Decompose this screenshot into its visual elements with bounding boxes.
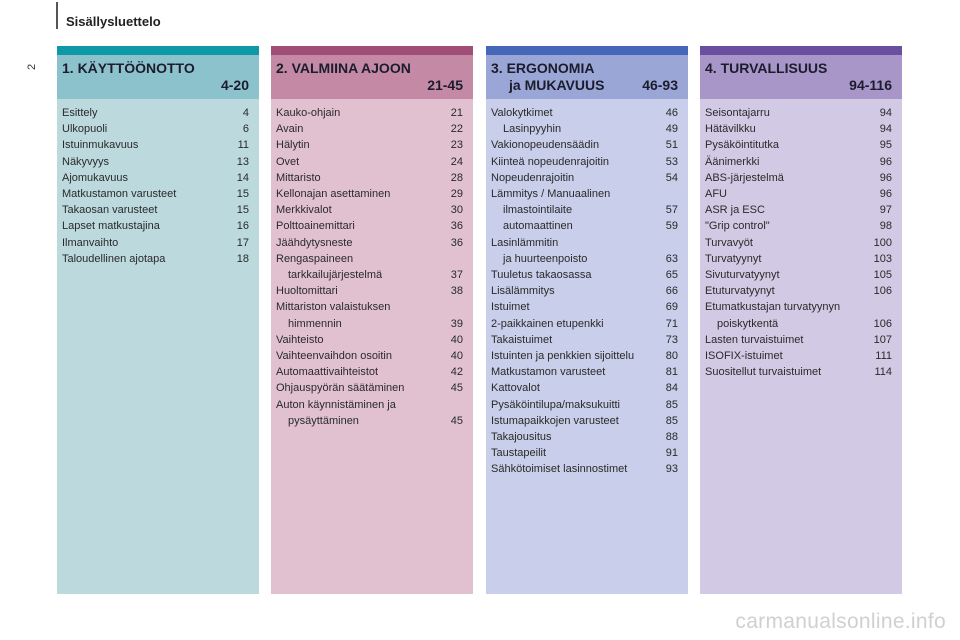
toc-entry-page: 15: [236, 204, 249, 217]
toc-entry[interactable]: [276, 186, 463, 202]
section-title-line2: ja MUKAVUUS: [509, 77, 605, 93]
toc-entry-page: 36: [450, 236, 463, 249]
toc-entry-title: Takajousitus: [491, 431, 552, 444]
toc-entry-page: 16: [236, 220, 249, 233]
toc-entry[interactable]: [276, 316, 463, 332]
toc-entry[interactable]: [62, 251, 249, 267]
toc-entry[interactable]: [276, 299, 463, 315]
toc-entry-title: Lämmitys / Manuaalinen: [491, 188, 611, 201]
toc-entry[interactable]: [62, 121, 249, 137]
toc-entry[interactable]: [705, 137, 892, 153]
toc-entry[interactable]: [491, 299, 678, 315]
toc-entry-page: 81: [665, 366, 678, 379]
toc-entry-title: pysäyttäminen: [288, 414, 359, 427]
toc-entry-title: Taloudellinen ajotapa: [62, 252, 166, 265]
toc-entry-page: 94: [879, 107, 892, 119]
toc-entry[interactable]: [276, 332, 463, 348]
toc-entry-page: 46: [665, 107, 678, 119]
toc-entry-title: Nopeudenrajoitin: [491, 171, 575, 184]
toc-entry[interactable]: [276, 170, 463, 186]
toc-entry-title: Lasinpyyhin: [503, 123, 562, 136]
toc-entry-title: Kauko-ohjain: [276, 107, 341, 119]
toc-entry-page: 85: [665, 398, 678, 411]
section-stripe: [486, 46, 688, 55]
toc-entry-title: Ovet: [276, 155, 300, 168]
toc-entry[interactable]: [491, 202, 678, 218]
section-page-range: 21-45: [427, 77, 463, 93]
toc-entry[interactable]: [276, 267, 463, 283]
toc-entry-page: 57: [665, 204, 678, 217]
toc-entry-page: 6: [242, 123, 249, 136]
toc-entry-title: Vaihteisto: [276, 333, 324, 346]
toc-entry-title: Ulkopuoli: [62, 123, 108, 136]
toc-entry-page: 13: [236, 155, 249, 168]
toc-entry-title: Suositellut turvaistuimet: [705, 366, 822, 379]
toc-entry-page: 24: [450, 155, 463, 168]
toc-entry-page: 71: [665, 317, 678, 330]
toc-entry[interactable]: [62, 235, 249, 251]
toc-entry-title: Hätävilkku: [705, 123, 756, 136]
toc-entry-title: Auton käynnistäminen ja: [276, 398, 396, 411]
section-turvallisuus: [700, 46, 902, 594]
toc-entry[interactable]: [276, 397, 463, 413]
toc-entry-title: Näkyvyys: [62, 155, 110, 168]
section-title: 1. KÄYTTÖÖNOTTO: [62, 60, 195, 76]
toc-entry-page: 45: [450, 382, 463, 395]
toc-entry-page: 73: [665, 333, 678, 346]
toc-entry-title: Seisontajarru: [705, 107, 770, 119]
toc-entry[interactable]: [276, 251, 463, 267]
toc-entry-title: Sähkötoimiset lasinnostimet: [491, 463, 628, 476]
toc-entry[interactable]: [705, 186, 892, 202]
section-valmiina-ajoon: [271, 46, 473, 594]
toc-entry-page: 21: [450, 107, 463, 119]
watermark: carmanualsonline.info: [735, 610, 946, 633]
toc-entry-page: 22: [450, 123, 463, 136]
toc-entry[interactable]: [276, 283, 463, 299]
toc-entry-page: 69: [665, 301, 678, 314]
toc-entry[interactable]: [705, 283, 892, 299]
toc-entry[interactable]: [705, 316, 892, 332]
section-page-range: 46-93: [642, 77, 678, 93]
toc-list: [57, 99, 259, 267]
section-header: [700, 55, 902, 99]
toc-entry[interactable]: [62, 105, 249, 121]
toc-entry-title: Turvavyöt: [705, 236, 753, 249]
toc-entry-title: Automaattivaihteistot: [276, 366, 379, 379]
toc-entry-page: 66: [665, 285, 678, 298]
toc-entry-title: Esittely: [62, 107, 98, 119]
toc-entry[interactable]: [276, 380, 463, 396]
toc-entry-page: 18: [236, 252, 249, 265]
toc-entry-page: 59: [665, 220, 678, 233]
section-page-range: 4-20: [220, 77, 249, 93]
toc-entry-title: Matkustamon varusteet: [491, 366, 606, 379]
toc-entry-page: 53: [665, 155, 678, 168]
section-title: 3. ERGONOMIA: [491, 60, 595, 76]
toc-entry[interactable]: [276, 202, 463, 218]
toc-entry-page: 45: [450, 414, 463, 427]
toc-entry[interactable]: [276, 121, 463, 137]
toc-entry-title: Vaihteenvaihdon osoitin: [276, 350, 392, 363]
toc-entry-title: Äänimerkki: [705, 155, 760, 168]
toc-entry-page: 96: [879, 188, 892, 201]
toc-entry[interactable]: [276, 218, 463, 234]
page-title: Sisällysluettelo: [66, 14, 161, 29]
toc-entry-page: 97: [879, 204, 892, 217]
toc-entry[interactable]: [705, 332, 892, 348]
toc-entry-title: himmennin: [288, 317, 342, 330]
toc-entry-title: tarkkailujärjestelmä: [288, 269, 383, 282]
toc-entry-title: Mittaristo: [276, 171, 321, 184]
toc-entry-page: 93: [665, 463, 678, 476]
section-stripe: [700, 46, 902, 55]
toc-entry-title: Mittariston valaistuksen: [276, 301, 391, 314]
toc-entry-title: Istuimet: [491, 301, 530, 314]
toc-entry-page: 88: [665, 431, 678, 444]
toc-entry-title: Lapset matkustajina: [62, 220, 160, 233]
page-number: 2: [26, 63, 38, 70]
toc-entry[interactable]: [705, 105, 892, 121]
section-stripe: [57, 46, 259, 55]
toc-list: [700, 99, 902, 380]
toc-entry-title: automaattinen: [503, 220, 573, 233]
toc-entry[interactable]: [491, 105, 678, 121]
toc-entry-page: 106: [873, 285, 892, 298]
toc-entry-title: Hälytin: [276, 139, 310, 152]
toc-entry[interactable]: [491, 461, 678, 477]
toc-entry-page: 51: [665, 139, 678, 152]
toc-entry[interactable]: [491, 267, 678, 283]
toc-entry[interactable]: [62, 186, 249, 202]
toc-entry-title: Ohjauspyörän säätäminen: [276, 382, 405, 395]
toc-entry-page: 38: [450, 285, 463, 298]
toc-entry-title: Kellonajan asettaminen: [276, 188, 391, 201]
section-ergonomia: [486, 46, 688, 594]
toc-entry-page: 105: [873, 269, 892, 282]
toc-entry-title: Ilmanvaihto: [62, 236, 119, 249]
section-page-range: 94-116: [849, 77, 892, 93]
section-header: [271, 55, 473, 99]
toc-entry-page: 54: [665, 171, 678, 184]
toc-entry[interactable]: [491, 364, 678, 380]
toc-list: [486, 99, 688, 478]
toc-entry-title: Etuturvatyynyt: [705, 285, 775, 298]
toc-entry-page: 36: [450, 220, 463, 233]
toc-entry-title: ISOFIX-istuimet: [705, 350, 783, 363]
toc-entry[interactable]: [491, 218, 678, 234]
toc-entry[interactable]: [62, 218, 249, 234]
toc-entry-title: Takaosan varusteet: [62, 204, 158, 217]
toc-entry-title: Istumapaikkojen varusteet: [491, 414, 619, 427]
toc-entry-page: 91: [665, 447, 678, 460]
toc-entry-page: 84: [665, 382, 678, 395]
toc-entry-page: 40: [450, 350, 463, 363]
toc-entry-page: 23: [450, 139, 463, 152]
toc-entry[interactable]: [62, 154, 249, 170]
section-header: [57, 55, 259, 99]
toc-entry-page: 106: [873, 317, 892, 330]
toc-entry[interactable]: [705, 251, 892, 267]
toc-entry[interactable]: [276, 154, 463, 170]
toc-entry-title: Valokytkimet: [491, 107, 553, 119]
toc-entry[interactable]: [491, 413, 678, 429]
toc-entry-page: 103: [873, 252, 892, 265]
toc-entry[interactable]: [491, 429, 678, 445]
section-header: [486, 55, 688, 99]
toc-entry-title: Polttoainemittari: [276, 220, 355, 233]
toc-entry-page: 85: [665, 414, 678, 427]
toc-entry[interactable]: [62, 137, 249, 153]
toc-entry-page: 4: [242, 107, 249, 119]
toc-entry-page: 65: [665, 269, 678, 282]
header-divider: [56, 2, 58, 29]
toc-entry-page: 37: [450, 269, 463, 282]
toc-entry-title: Vakionopeudensäädin: [491, 139, 600, 152]
toc-entry-page: 80: [665, 350, 678, 363]
toc-entry[interactable]: [491, 186, 678, 202]
toc-entry-title: Avain: [276, 123, 304, 136]
toc-entry-title: ilmastointilaite: [503, 204, 573, 217]
toc-entry[interactable]: [705, 154, 892, 170]
toc-entry-page: 11: [237, 139, 249, 152]
toc-entry-title: Takaistuimet: [491, 333, 553, 346]
toc-entry-page: 14: [236, 171, 249, 184]
toc-entry[interactable]: [705, 170, 892, 186]
toc-entry-page: 63: [665, 252, 678, 265]
toc-entry[interactable]: [276, 235, 463, 251]
toc-entry[interactable]: [276, 348, 463, 364]
toc-entry-page: 114: [874, 366, 892, 379]
toc-entry-title: Rengaspaineen: [276, 252, 354, 265]
toc-entry-title: AFU: [705, 188, 727, 201]
toc-entry-page: 29: [450, 188, 463, 201]
toc-entry[interactable]: [491, 170, 678, 186]
toc-entry[interactable]: [491, 283, 678, 299]
section-kayttoonotto: [57, 46, 259, 594]
toc-entry-title: Etumatkustajan turvatyynyn: [705, 301, 841, 314]
toc-entry-title: Lisälämmitys: [491, 285, 555, 298]
toc-entry-page: 96: [879, 171, 892, 184]
toc-entry-title: Merkkivalot: [276, 204, 332, 217]
toc-entry-title: Kiinteä nopeudenrajoitin: [491, 155, 610, 168]
toc-entry[interactable]: [705, 299, 892, 315]
toc-entry-page: 42: [450, 366, 463, 379]
toc-entry-title: Huoltomittari: [276, 285, 338, 298]
toc-entry-title: ASR ja ESC: [705, 204, 765, 217]
toc-entry-page: 98: [879, 220, 892, 233]
toc-entry[interactable]: [276, 105, 463, 121]
toc-entry-page: 111: [875, 350, 892, 363]
toc-entry-page: 49: [665, 123, 678, 136]
toc-entry-page: 39: [450, 317, 463, 330]
toc-entry-page: 17: [236, 236, 249, 249]
toc-entry[interactable]: [491, 332, 678, 348]
toc-entry[interactable]: [491, 445, 678, 461]
toc-entry[interactable]: [491, 154, 678, 170]
toc-entry[interactable]: [62, 170, 249, 186]
toc-entry-title: Lasten turvaistuimet: [705, 333, 804, 346]
toc-entry-title: Lasinlämmitin: [491, 236, 559, 249]
toc-entry-page: 40: [450, 333, 463, 346]
toc-entry[interactable]: [705, 348, 892, 364]
toc-entry[interactable]: [491, 251, 678, 267]
section-stripe: [271, 46, 473, 55]
toc-entry-title: Turvatyynyt: [705, 252, 762, 265]
toc-entry[interactable]: [276, 137, 463, 153]
toc-entry[interactable]: [491, 348, 678, 364]
toc-entry-page: 100: [873, 236, 892, 249]
toc-entry-title: ja huurteenpoisto: [503, 252, 588, 265]
toc-entry-title: Kattovalot: [491, 382, 540, 395]
toc-entry[interactable]: [62, 202, 249, 218]
toc-entry[interactable]: [491, 235, 678, 251]
toc-entry[interactable]: [705, 121, 892, 137]
toc-entry[interactable]: [491, 137, 678, 153]
toc-entry-page: 94: [879, 123, 892, 136]
toc-entry-title: Istuinmukavuus: [62, 139, 139, 152]
toc-entry-title: Ajomukavuus: [62, 171, 129, 184]
toc-entry-title: 2-paikkainen etupenkki: [491, 317, 604, 330]
toc-list: [271, 99, 473, 429]
toc-entry[interactable]: [491, 316, 678, 332]
toc-entry-title: poiskytkentä: [717, 317, 779, 330]
toc-entry[interactable]: [491, 121, 678, 137]
toc-entry-page: 96: [879, 155, 892, 168]
toc-entry[interactable]: [276, 364, 463, 380]
toc-entry-title: Pysäköintitutka: [705, 139, 779, 152]
toc-entry-title: Pysäköintilupa/maksukuitti: [491, 398, 621, 411]
toc-entry[interactable]: [491, 397, 678, 413]
toc-entry[interactable]: [491, 380, 678, 396]
toc-entry-page: 107: [873, 333, 892, 346]
toc-entry-title: Taustapeilit: [491, 447, 547, 460]
toc-entry[interactable]: [705, 235, 892, 251]
toc-entry-title: Sivuturvatyynyt: [705, 269, 780, 282]
toc-entry-page: 30: [450, 204, 463, 217]
toc-entry-title: Jäähdytysneste: [276, 236, 353, 249]
toc-entry-page: 28: [450, 171, 463, 184]
toc-entry-title: Tuuletus takaosassa: [491, 269, 592, 282]
toc-entry-title: ABS-järjestelmä: [705, 171, 784, 184]
toc-entry[interactable]: [705, 364, 892, 380]
toc-entry-title: Istuinten ja penkkien sijoittelu: [491, 350, 635, 363]
toc-entry-page: 95: [879, 139, 892, 152]
toc-entry-title: Matkustamon varusteet: [62, 188, 177, 201]
toc-entry[interactable]: [705, 218, 892, 234]
section-title: 2. VALMIINA AJOON: [276, 60, 411, 76]
section-title: 4. TURVALLISUUS: [705, 60, 828, 76]
toc-entry-title: "Grip control": [705, 220, 770, 233]
toc-entry[interactable]: [705, 202, 892, 218]
toc-entry[interactable]: [276, 413, 463, 429]
toc-entry-page: 15: [236, 188, 249, 201]
toc-entry[interactable]: [705, 267, 892, 283]
